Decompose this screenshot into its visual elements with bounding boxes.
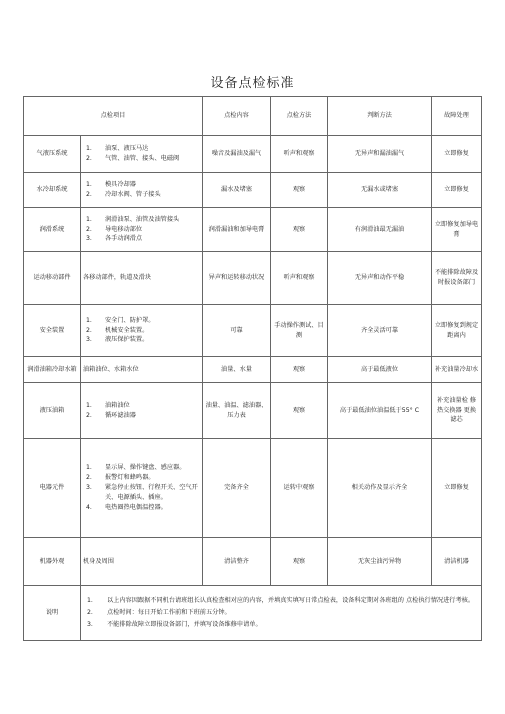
list-item: 1. 显示屏、操作键盘、感应器。 (86, 464, 186, 472)
row-method: 听声和观察 (271, 252, 328, 305)
note-item: 1. 以上内容因跟据不同机台请班组长认真检查相对应的内容，并填真实填写日常点检表，设备科定期对各班组的 点检执行情况进行考核。 (87, 597, 475, 605)
row-name: 水冷却系统 (24, 173, 81, 208)
page-title: 设备点检标准 (210, 76, 295, 91)
row-judge: 相关动作及显示齐全 (328, 439, 432, 538)
notes-row (24, 586, 482, 641)
table-row (24, 136, 482, 173)
list-item: 4. 电热圈热电偶温控器。 (86, 503, 167, 511)
row-handle: 补充油量冷却水 (432, 357, 482, 383)
row-method: 手动操作测试、目测 (271, 305, 328, 357)
row-content: 可靠 (203, 305, 271, 357)
row-content: 完备齐全 (203, 439, 271, 538)
row-content: 漏水及堵塞 (203, 173, 271, 208)
row-name: 机器外观 (24, 538, 81, 586)
row-content: 油量、水量 (203, 357, 271, 383)
list-item: 2. 机械安全装置。 (86, 326, 149, 334)
table-row (24, 252, 482, 305)
list-item: 1. 安全门、防护罩。 (86, 316, 155, 324)
row-content: 异声和运转移动状况 (203, 252, 271, 305)
row-handle: 补充油量检 修热交换器 更换滤芯 (432, 383, 482, 439)
row-handle: 立即修复加导电膏 (432, 208, 482, 252)
header-method: 点检方法 (271, 97, 328, 136)
row-handle: 清洁机器 (432, 538, 482, 586)
row-handle: 立即修复 (432, 173, 482, 208)
list-item: 3. 液压保护装置。 (86, 336, 149, 344)
row-items (81, 439, 203, 538)
row-judge: 高于最低液位 (328, 357, 432, 383)
table-row (24, 538, 482, 586)
notes-label: 说明 (24, 586, 81, 641)
list-item: 2. 循环滤油器 (86, 411, 136, 419)
row-name: 润滑油箱冷却水箱 (24, 357, 81, 383)
list-item: 1. 油箱油位 (86, 401, 130, 409)
list-item: 2. 报警灯和蜂鸣器。 (86, 474, 155, 482)
notes-content (81, 586, 482, 641)
note-item: 2. 点检时间：每日开始工作前和下班前五分钟。 (87, 609, 231, 617)
row-handle: 立即修复到规定距离内 (432, 305, 482, 357)
row-content: 油量、油温、滤油器、压力表 (203, 383, 271, 439)
row-name: 液压油箱 (24, 383, 81, 439)
inspection-standard-table (23, 96, 482, 641)
row-handle: 不能排除故障及时报设备部门 (432, 252, 482, 305)
row-judge: 高于最低油位油温低于55° C (328, 383, 432, 439)
row-name: 电器元件 (24, 439, 81, 538)
note-item: 3. 不能排除故障立即报设备部门，并填写设备维修申请单。 (87, 620, 262, 628)
row-name: 润滑系统 (24, 208, 81, 252)
table-row (24, 208, 482, 252)
row-method: 运转中观察 (271, 439, 328, 538)
header-judge: 判断方法 (328, 97, 432, 136)
row-method: 观察 (271, 357, 328, 383)
row-method: 观察 (271, 208, 328, 252)
table-row (24, 383, 482, 439)
row-handle: 立即修复 (432, 136, 482, 173)
row-judge: 无灰尘油污异物 (328, 538, 432, 586)
row-items (81, 136, 203, 173)
row-judge: 有润滑油最无漏油 (328, 208, 432, 252)
row-judge: 无异声和动作平稳 (328, 252, 432, 305)
header-handle: 故障处理 (432, 97, 482, 136)
header-item: 点检项目 (24, 97, 203, 136)
row-handle: 立即修复 (432, 439, 482, 538)
row-judge: 齐全灵活可靠 (328, 305, 432, 357)
row-items (81, 173, 203, 208)
list-item: 2. 导电移动部位 (86, 225, 143, 233)
list-item: 1. 模具冷却器 (86, 181, 136, 189)
table-header-row (24, 97, 482, 136)
header-content: 点检内容 (203, 97, 271, 136)
row-content: 清洁整齐 (203, 538, 271, 586)
row-method: 观察 (271, 538, 328, 586)
row-items (81, 305, 203, 357)
table-row (24, 305, 482, 357)
list-item: 3. 紧急停止按钮、行程开关、空气开关、电源插头、插座。 (86, 484, 198, 501)
list-item: 2. 气管、油管、接头、电磁阀 (86, 155, 180, 162)
row-items (81, 208, 203, 252)
row-method: 观察 (271, 173, 328, 208)
list-item: 3. 各手动润滑点 (86, 235, 143, 243)
row-judge: 无异声和漏油漏气 (328, 136, 432, 173)
row-name: 运动移动部件 (24, 252, 81, 305)
row-content: 噪音及漏油及漏气 (203, 136, 271, 173)
row-method: 观察 (271, 383, 328, 439)
list-item: 1. 油泵、液压马达 (86, 145, 149, 153)
row-method: 听声和观察 (271, 136, 328, 173)
table-row (24, 439, 482, 538)
table-row (24, 357, 482, 383)
row-name: 安全装置 (24, 305, 81, 357)
row-items: 机身及周围 (81, 538, 203, 586)
row-content: 润滑漏油和加导电膏 (203, 208, 271, 252)
row-judge: 无漏水或堵塞 (328, 173, 432, 208)
row-items (81, 383, 203, 439)
row-items: 各移动部件，轨道及滑块 (81, 252, 203, 305)
table-row (24, 173, 482, 208)
row-items: 油箱油位、水箱水位 (81, 357, 203, 383)
list-item: 2. 冷却水阀、管子接头 (86, 191, 161, 198)
row-name: 气液压系统 (24, 136, 81, 173)
list-item: 1. 润滑油泵、油管及油管接头 (86, 215, 180, 223)
